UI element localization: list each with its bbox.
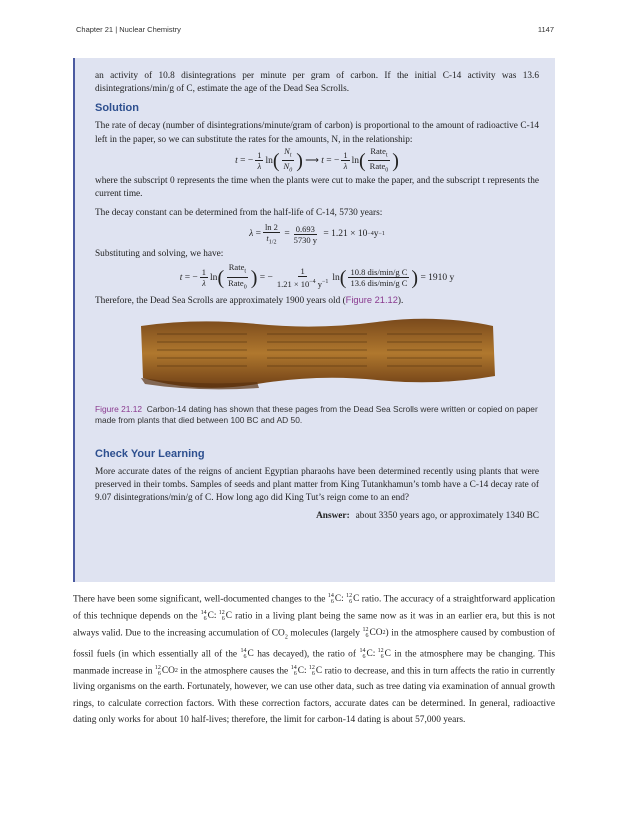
answer-text: about 3350 years ago, or approximately 1340 BC <box>355 511 539 522</box>
body-text <box>73 591 555 729</box>
body-s4: molecules (largely <box>290 628 360 639</box>
eq2-numerator: 0.693 <box>295 223 315 234</box>
body-s3: ratio in a living plant being the same now as it was in an earlier era, but this is not always valid. Due to the increasing accumulation of CO <box>73 611 556 639</box>
answer-line <box>95 511 539 521</box>
eq2-unit: y <box>373 229 379 240</box>
solution-heading: Solution <box>95 102 139 115</box>
c14-c12-ratio: 14 6 C: 12 6 C <box>327 593 360 606</box>
body-s5: in the atmosphere caused by combustion of fossil fuels (in which essentially all of the <box>73 628 555 659</box>
para5-end: ). <box>397 295 404 306</box>
body-s6: has decayed), the ratio of <box>257 649 356 659</box>
solution-para1: The rate of decay (number of disintegrations/minute/gram of carbon) is proportional to the amount of radioactive C-14 left in the paper, so we can substitute the rates for the amounts, N, in the relationship: <box>95 121 539 145</box>
eq2-exponent: −4 <box>367 231 374 238</box>
c14-c12-ratio: 14 6 C: 12 6 C <box>290 664 323 677</box>
page-number: 1147 <box>537 25 554 34</box>
equation-2: λ = $\frac{\ln 2}{t_{1/2}}$ = $\frac{0.693}{5730 y}$ = 1.21 × 10 −4 y −1 <box>249 221 385 246</box>
eq2-denominator: 5730 y <box>293 234 318 245</box>
para5-text: Therefore, the Dead Sea Scrolls are approximately 1900 years old ( <box>95 295 346 306</box>
body-paragraph: There have been some significant, well-documented changes to the 14 6 C: 12 6 C ratio. The accuracy of a straightforward application of this technique depends on the 14 6 C: 12 6 C ratio in a living plant being the same now as it was in an earlier era, but this is not always valid. Due to the increasing accumulation of $CO_2$ molecules (largely 12 6 CO 2 ) in the atmosphere caused by combustion of fossil fuels (in which essentially all of the 14 6 C has decayed), the ratio of 14 6 C: 12 6 C in the atmosphere may be changing. This manmade increase in 12 6 CO 2 in the atmosphere causes the 14 6 C: 12 6 C ratio to decrease, and this in turn affects the ratio in currently living organisms on the earth. Fortunately, however, we can use other data, such as tree dating via examination of annual growth rings, to calculate correction factors. With these correction factors, accurate dates can be determined. In general, radioactive dating only works for about 10 half-lives; therefore, the limit for carbon-14 dating is about 57,000 years. <box>73 591 555 729</box>
eq2-result: = 1.21 × 10 <box>323 229 368 240</box>
figure-label: Figure 21.12 <box>95 403 143 414</box>
eq2-unit-exponent: −1 <box>378 231 385 238</box>
c14-c12-ratio: 14 6 C: 12 6 C <box>359 647 391 660</box>
example-intro: an activity of 10.8 disintegrations per minute per gram of carbon. If the initial C-14 activity was 13.6 disintegrations/min/g of C, estimate the age of the Dead Sea Scrolls. <box>95 71 539 95</box>
solution-para3: The decay constant can be determined from the half-life of C-14, 5730 years: <box>95 208 383 219</box>
c12-co2: 12 6 CO 2 <box>154 664 178 677</box>
eq3-denominator: 13.6 dis/min/g C <box>350 278 408 289</box>
c14: 14 6 C <box>240 647 254 660</box>
c12-co2: 12 6 CO 2 ) <box>362 627 389 640</box>
equation-3: t = − $\frac{1}{\lambda}$ ln ( $\frac{Rate_t}{Rate_0}$ ) = − $\frac{1}{1.21 \times 10^{-4} y^{-1}}$ ln ( $\frac{\text{10.8 dis/min/g C}}{\text{13.6 dis/min/g C}}$ ) = 1910 y <box>179 262 455 291</box>
body-s7: in the atmosphere may be changing. This manmade increase in <box>73 649 556 676</box>
check-text: More accurate dates of the reigns of ancient Egyptian pharaohs have been determined recently using plants that were preserved in their tombs. Samples of seeds and plant matter from King Tutankhamun’s tomb have a C-14 decay rate of 9.07 disintegrations/min/g of C. How long ago did King Tut’s reign come to an end? <box>95 466 539 504</box>
dead-sea-scroll-image <box>137 316 497 392</box>
solution-para4: Substituting and solving, we have: <box>95 249 224 260</box>
figure-caption-text: Carbon-14 dating has shown that these pages from the Dead Sea Scrolls were written or copied on paper made from plants that died between 100 BC and AD 50. <box>95 403 538 425</box>
body-s9: ratio to decrease, and this in turn affects the ratio in currently living organisms on the earth. Fortunately, however, we can use other data, such as tree dating via examination of annual growth rings, to calculate correction factors. With these correction factors, accurate dates can be determined. In general, radioactive dating only works for about 10 half-lives; therefore, the limit for carbon-14 dating is about 57,000 years. <box>73 665 556 726</box>
check-heading: Check Your Learning <box>95 447 205 460</box>
equation-1: t = − $\frac{1}{\lambda}$ ln ( $\frac{N_t}{N_0}$ ) ⟶ t = − $\frac{1}{\lambda}$ ln ( $\frac{Rate_t}{Rate_0}$ ) <box>235 145 399 174</box>
body-s2: ratio. The accuracy of a straightforward application of this technique depends on the <box>73 594 556 622</box>
chapter-header: Chapter 21 | Nuclear Chemistry <box>76 25 181 34</box>
figure-caption <box>95 404 539 426</box>
eq3-numerator: 10.8 dis/min/g C <box>350 267 408 278</box>
example-box <box>73 58 555 582</box>
figure-link[interactable]: Figure 21.12 <box>345 294 398 305</box>
c14-c12-ratio: 14 6 C: 12 6 C <box>200 610 233 623</box>
solution-para5 <box>95 294 539 308</box>
body-s1: There have been some significant, well-documented changes to the <box>73 594 326 605</box>
solution-para2: where the subscript 0 represents the time when the plants were cut to make the paper, and the subscript t represents the current time. <box>95 175 539 200</box>
answer-label: Answer: <box>316 511 350 522</box>
body-s8: in the atmosphere causes the <box>180 665 289 676</box>
eq3-result: = 1910 y <box>420 272 455 283</box>
